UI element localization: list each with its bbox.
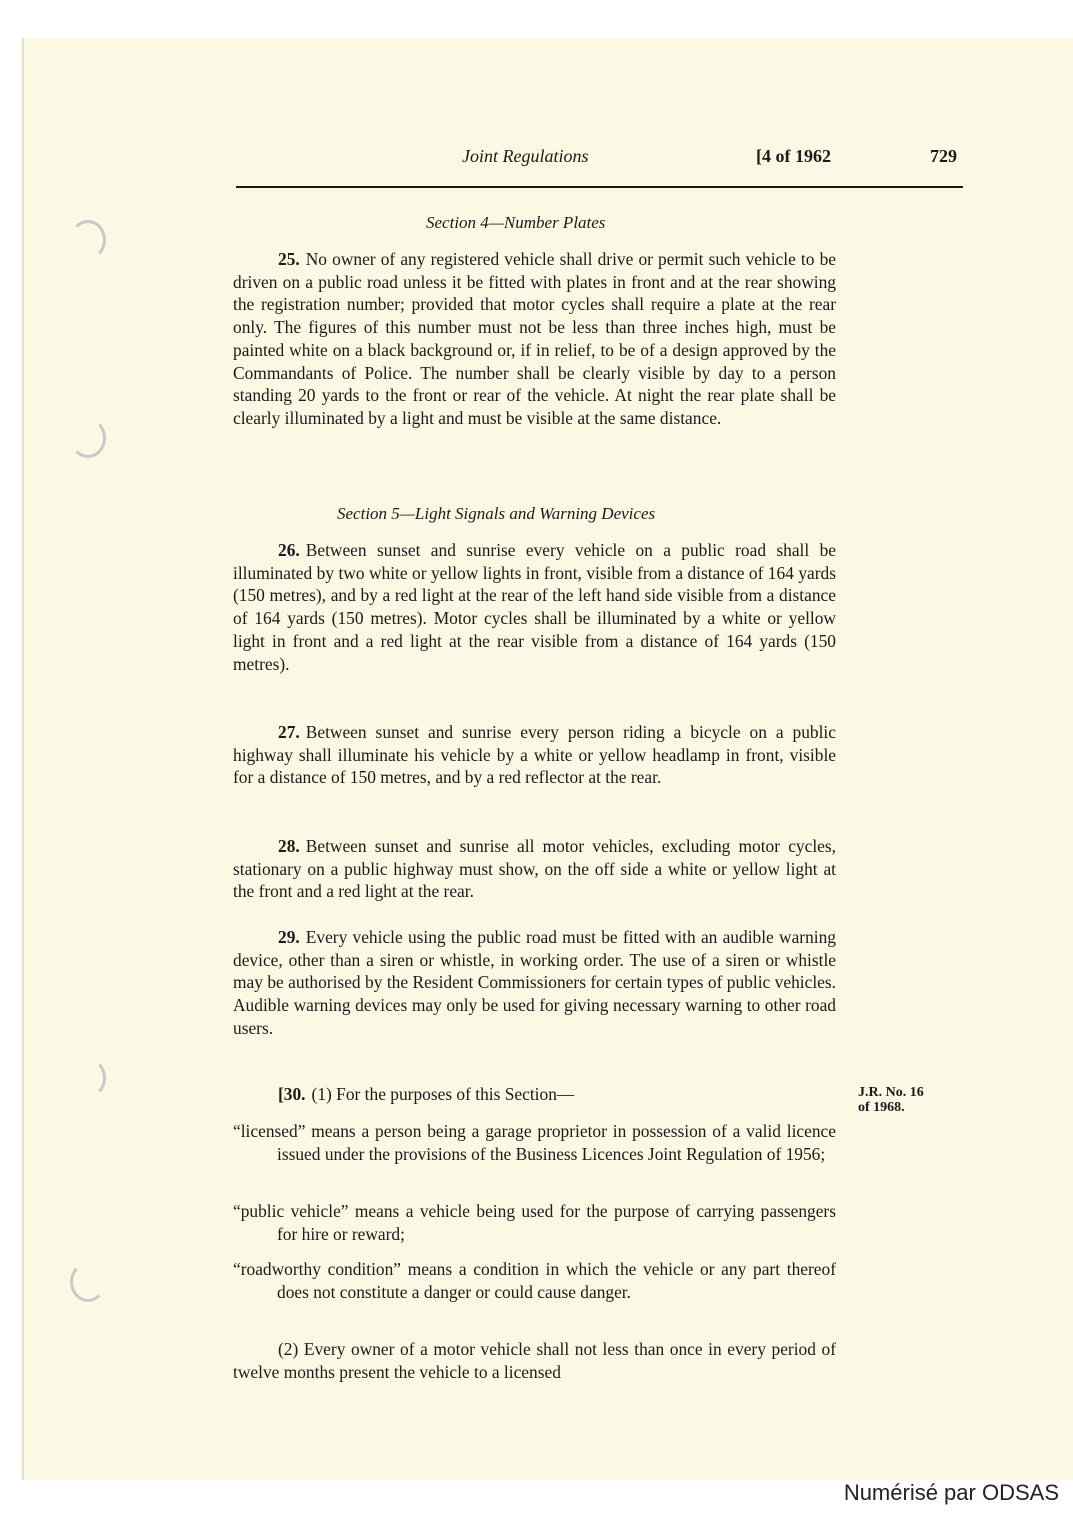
paragraph-text: Between sunset and sunrise every vehicle on a public road shall be illuminated by two white or yellow lights in front, visible from a distance of 164 yards (150 metres), and by a red light at the rear of the left hand side visible from a distance of 164 yards (150 metres). Motor cycles shall be illuminated by a white or yellow light in front and a red light at the rear visible from a distance of 164 yards (150 metres). [233,540,836,674]
margin-note-line: J.R. No. 16 [858,1085,924,1100]
paragraph-text: (1) For the purposes of this Section— [311,1084,575,1104]
paragraph-text: Every vehicle using the public road must be fitted with an audible warning device, other than a siren or whistle, in working order. The use of a siren or whistle may be authorised by the Resident Commissioners for certain types of public vehicles. Audible warning devices may only be used for giving necessary warning to other road users. [233,927,836,1038]
punch-hole-icon [70,220,106,260]
paragraph-number: 27. [278,722,300,742]
paragraph-30-2: (2) Every owner of a motor vehicle shall not less than once in every period of twelve months present the vehicle to a licensed [233,1339,836,1382]
punch-hole-icon [70,1058,106,1098]
punch-hole-icon [70,418,106,458]
paragraph-27 [233,721,836,789]
definition-roadworthy-condition: “roadworthy condition” means a condition in which the vehicle or any part thereof does not constitute a danger or could cause danger. [233,1259,836,1302]
margin-note [858,1085,958,1115]
definition-public-vehicle: “public vehicle” means a vehicle being used for the purpose of carrying passengers for hire or reward; [233,1201,836,1244]
section-4-heading: Section 4—Number Plates [426,213,606,232]
paragraph-30 [233,1083,836,1106]
paragraph-number: 28. [278,836,300,856]
running-head-act: [4 of 1962 [756,146,831,166]
header-rule [236,186,963,188]
paragraph-number: 26. [278,540,300,560]
running-head-title: Joint Regulations [462,146,589,166]
definition-licensed: “licensed” means a person being a garage proprietor in possession of a valid licence issued under the provisions of the Business Licences Joint Regulation of 1956; [233,1121,836,1164]
margin-note-line: of 1968. [858,1100,905,1115]
paragraph-number: 29. [278,927,300,947]
punch-hole-icon [70,1262,106,1302]
page-number: 729 [930,146,957,166]
section-5-heading: Section 5—Light Signals and Warning Devices [337,504,656,523]
paragraph-25 [233,248,836,430]
paragraph-text: Between sunset and sunrise all motor vehicles, excluding motor cycles, stationary on a public highway must show, on the off side a white or yellow light at the front and a red light at the rear. [233,836,836,902]
page-edge [22,38,24,1480]
paragraph-26 [233,539,836,675]
paragraph-text: Between sunset and sunrise every person riding a bicycle on a public highway shall illuminate his vehicle by a white or yellow headlamp in front, visible for a distance of 150 metres, and by a red reflector at the rear. [233,722,836,788]
paragraph-text: No owner of any registered vehicle shall drive or permit such vehicle to be driven on a public road unless it be fitted with plates in front and at the rear showing the registration number; provided that motor cycles shall require a plate at the rear only. The figures of this number must not be less than three inches high, must be painted white on a black background or, if in relief, to be of a design approved by the Commandants of Police. The number shall be clearly visible by day to a person standing 20 yards to the front or rear of the vehicle. At night the rear plate shall be clearly illuminated by a light and must be visible at the same distance. [233,249,836,428]
paragraph-28 [233,835,836,903]
digitiser-credit: Numérisé par ODSAS [843,1480,1059,1505]
paragraph-number: [30. [278,1084,306,1104]
paragraph-number: 25. [278,249,300,269]
paragraph-29 [233,926,836,1040]
